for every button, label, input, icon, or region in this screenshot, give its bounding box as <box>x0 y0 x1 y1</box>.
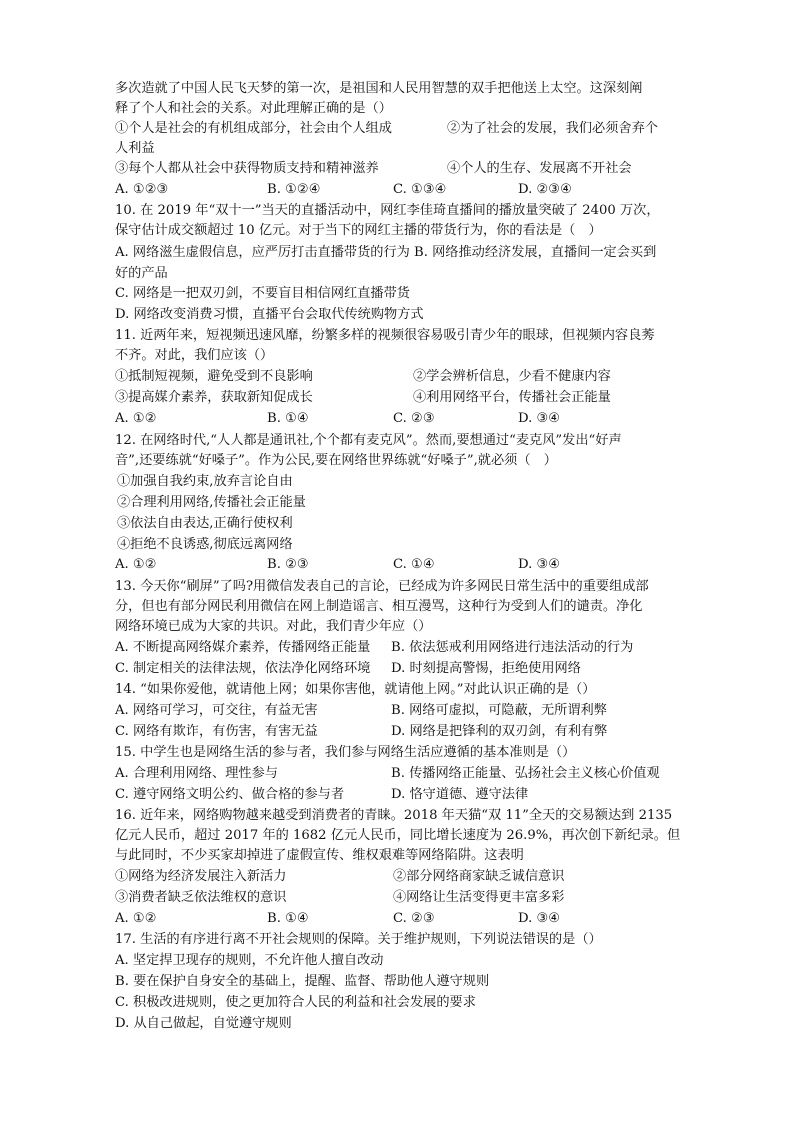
q12-choice-c: C. ①④ <box>393 557 435 572</box>
q12-choice-b: B. ②③ <box>267 557 309 572</box>
q9-item-2-wrap: 人利益 <box>115 141 155 156</box>
q15-option-a: A. 合理利用网络、理性参与 <box>115 766 278 781</box>
q14-option-a: A. 网络可学习，可交往，有益无害 <box>115 703 318 718</box>
q17-option-b: B. 要在保护自身安全的基础上，提醒、监督、帮助他人遵守规则 <box>115 974 490 989</box>
q16-item-2: ②部分网络商家缺乏诚信意识 <box>393 869 565 884</box>
q12-item-1: ①加强自我约束,放弃言论自由 <box>117 474 293 489</box>
q16-stem-line-2: 亿元人民币，超过 2017 年的 1682 亿元人民币，同比增长速度为 26.9%，再次创下新纪录。但 <box>115 828 681 843</box>
q12-choice-a: A. ①② <box>115 557 157 572</box>
q10-option-d: D. 网络改变消费习惯，直播平台会取代传统购物方式 <box>115 307 424 322</box>
q9-item-4: ④个人的生存、发展离不开社会 <box>447 161 632 176</box>
q15-option-d: D. 恪守道德、遵守法律 <box>391 787 529 802</box>
q10-option-b-wrap: 好的产品 <box>115 266 168 281</box>
q13-stem-line-3: 网络环境已成为大家的共识。对此，我们青少年应（） <box>115 619 432 634</box>
q9-stem-line-2: 释了个人和社会的关系。对此理解正确的是（） <box>115 101 392 116</box>
q11-item-3: ③提高媒介素养，获取新知促成长 <box>115 390 313 405</box>
q17-option-d: D. 从自己做起，自觉遵守规则 <box>115 1016 292 1031</box>
q10-stem-line-1: 10. 在 2019 年“双十一”当天的直播活动中，网红李佳琦直播间的播放量突破了 2400 万次， <box>115 203 660 218</box>
q16-item-1: ①网络为经济发展注入新活力 <box>115 869 287 884</box>
q17-stem: 17. 生活的有序进行离不开社会规则的保障。关于维护规则，下列说法错误的是（） <box>115 932 602 947</box>
q15-option-c: C. 遵守网络文明公约、做合格的参与者 <box>115 787 345 802</box>
q16-item-3: ③消费者缺乏依法维权的意识 <box>115 890 287 905</box>
q16-item-4: ④网络让生活变得更丰富多彩 <box>393 890 565 905</box>
q16-choice-a: A. ①② <box>115 911 157 926</box>
q16-stem-line-3: 与此同时，不少买家却掉进了虚假宣传、维权艰难等网络陷阱。这表明 <box>115 848 524 863</box>
q16-choice-c: C. ②③ <box>393 911 435 926</box>
q11-item-2: ②学会辨析信息，少看不健康内容 <box>413 369 611 384</box>
q15-option-b: B. 传播网络正能量、弘扬社会主义核心价值观 <box>391 766 660 781</box>
q9-stem-line-1: 多次造就了中国人民飞天梦的第一次，是祖国和人民用智慧的双手把他送上太空。这深刻阐 <box>115 81 643 96</box>
q12-item-3: ③依法自由表达,正确行使权利 <box>117 516 293 531</box>
q11-choice-a: A. ①② <box>115 411 157 426</box>
q15-stem: 15. 中学生也是网络生活的参与者，我们参与网络生活应遵循的基本准则是（） <box>115 745 576 760</box>
q14-option-c: C. 网络有欺诈，有伤害，有害无益 <box>115 724 318 739</box>
q12-item-2: ②合理利用网络,传播社会正能量 <box>117 495 306 510</box>
q13-option-a: A. 不断提高网络媒介素养，传播网络正能量 <box>115 640 371 655</box>
q11-choice-d: D. ③④ <box>518 411 561 426</box>
q10-option-ab: A. 网络滋生虚假信息，应严厉打击直播带货的行为 B. 网络推动经济发展，直播间一定会买到 <box>115 245 657 260</box>
q11-item-1: ①抵制短视频，避免受到不良影响 <box>115 369 313 384</box>
q11-stem-line-2: 不齐。对此，我们应该（） <box>115 348 274 363</box>
q11-choice-b: B. ①④ <box>267 411 309 426</box>
q13-option-c: C. 制定相关的法律法规，依法净化网络环境 <box>115 661 371 676</box>
q16-choice-b: B. ①④ <box>267 911 309 926</box>
q12-stem-line-1: 12. 在网络时代,“人人都是通讯社,个个都有麦克风”。然而,要想通过“麦克风”发出“好声 <box>115 433 622 448</box>
q9-item-2: ②为了社会的发展，我们必须舍弃个 <box>447 121 658 136</box>
q14-stem: 14. “如果你爱他，就请他上网；如果你害他，就请他上网。”对此认识正确的是（） <box>115 682 596 697</box>
q14-option-d: D. 网络是把锋利的双刃剑，有利有弊 <box>391 724 608 739</box>
q9-choice-c: C. ①③④ <box>393 182 447 197</box>
q13-stem-line-2: 分，但也有部分网民利用微信在网上制造谣言、相互漫骂，这种行为受到人们的谴责。净化 <box>115 599 643 614</box>
q11-item-4: ④利用网络平台，传播社会正能量 <box>413 390 611 405</box>
q12-choice-d: D. ③④ <box>518 557 561 572</box>
q9-choice-a: A. ①②③ <box>115 182 169 197</box>
q10-option-c: C. 网络是一把双刃剑，不要盲目相信网红直播带货 <box>115 286 410 301</box>
q13-option-d: D. 时刻提高警惕，拒绝使用网络 <box>391 661 581 676</box>
q9-choice-d: D. ②③④ <box>518 182 572 197</box>
q16-choice-d: D. ③④ <box>518 911 561 926</box>
q16-stem-line-1: 16. 近年来，网络购物越来越受到消费者的青睐。2018 年天猫“双 11”全天的交易额达到 2135 <box>115 808 673 823</box>
q17-option-a: A. 坚定捍卫现存的规则，不允许他人擅自改动 <box>115 953 384 968</box>
q9-item-3: ③每个人都从社会中获得物质支持和精神滋养 <box>115 161 379 176</box>
q10-stem-line-2: 保守估计成交额超过 10 亿元。对于当下的网红主播的带货行为，你的看法是（ ） <box>115 223 602 238</box>
q13-option-b: B. 依法惩戒利用网络进行违法活动的行为 <box>391 640 634 655</box>
q11-stem-line-1: 11. 近两年来，短视频迅速风靡，纷繁多样的视频很容易吸引青少年的眼球，但视频内容良莠 <box>115 328 655 343</box>
q12-item-4: ④拒绝不良诱惑,彻底远离网络 <box>117 537 293 552</box>
q12-stem-line-2: 音”,还要练就“好嗓子”。作为公民,要在网络世界练就“好嗓子”,就必须（ ） <box>115 453 557 468</box>
q13-stem-line-1: 13. 今天你“刷屏”了吗?用微信发表自己的言论，已经成为许多网民日常生活中的重要组成部 <box>115 579 649 594</box>
q11-choice-c: C. ②③ <box>393 411 435 426</box>
q14-option-b: B. 网络可虚拟，可隐蔽，无所谓利弊 <box>391 703 607 718</box>
q9-item-1: ①个人是社会的有机组成部分，社会由个人组成 <box>115 121 392 136</box>
q9-choice-b: B. ①②④ <box>267 182 321 197</box>
q17-option-c: C. 积极改进规则，使之更加符合人民的利益和社会发展的要求 <box>115 995 476 1010</box>
